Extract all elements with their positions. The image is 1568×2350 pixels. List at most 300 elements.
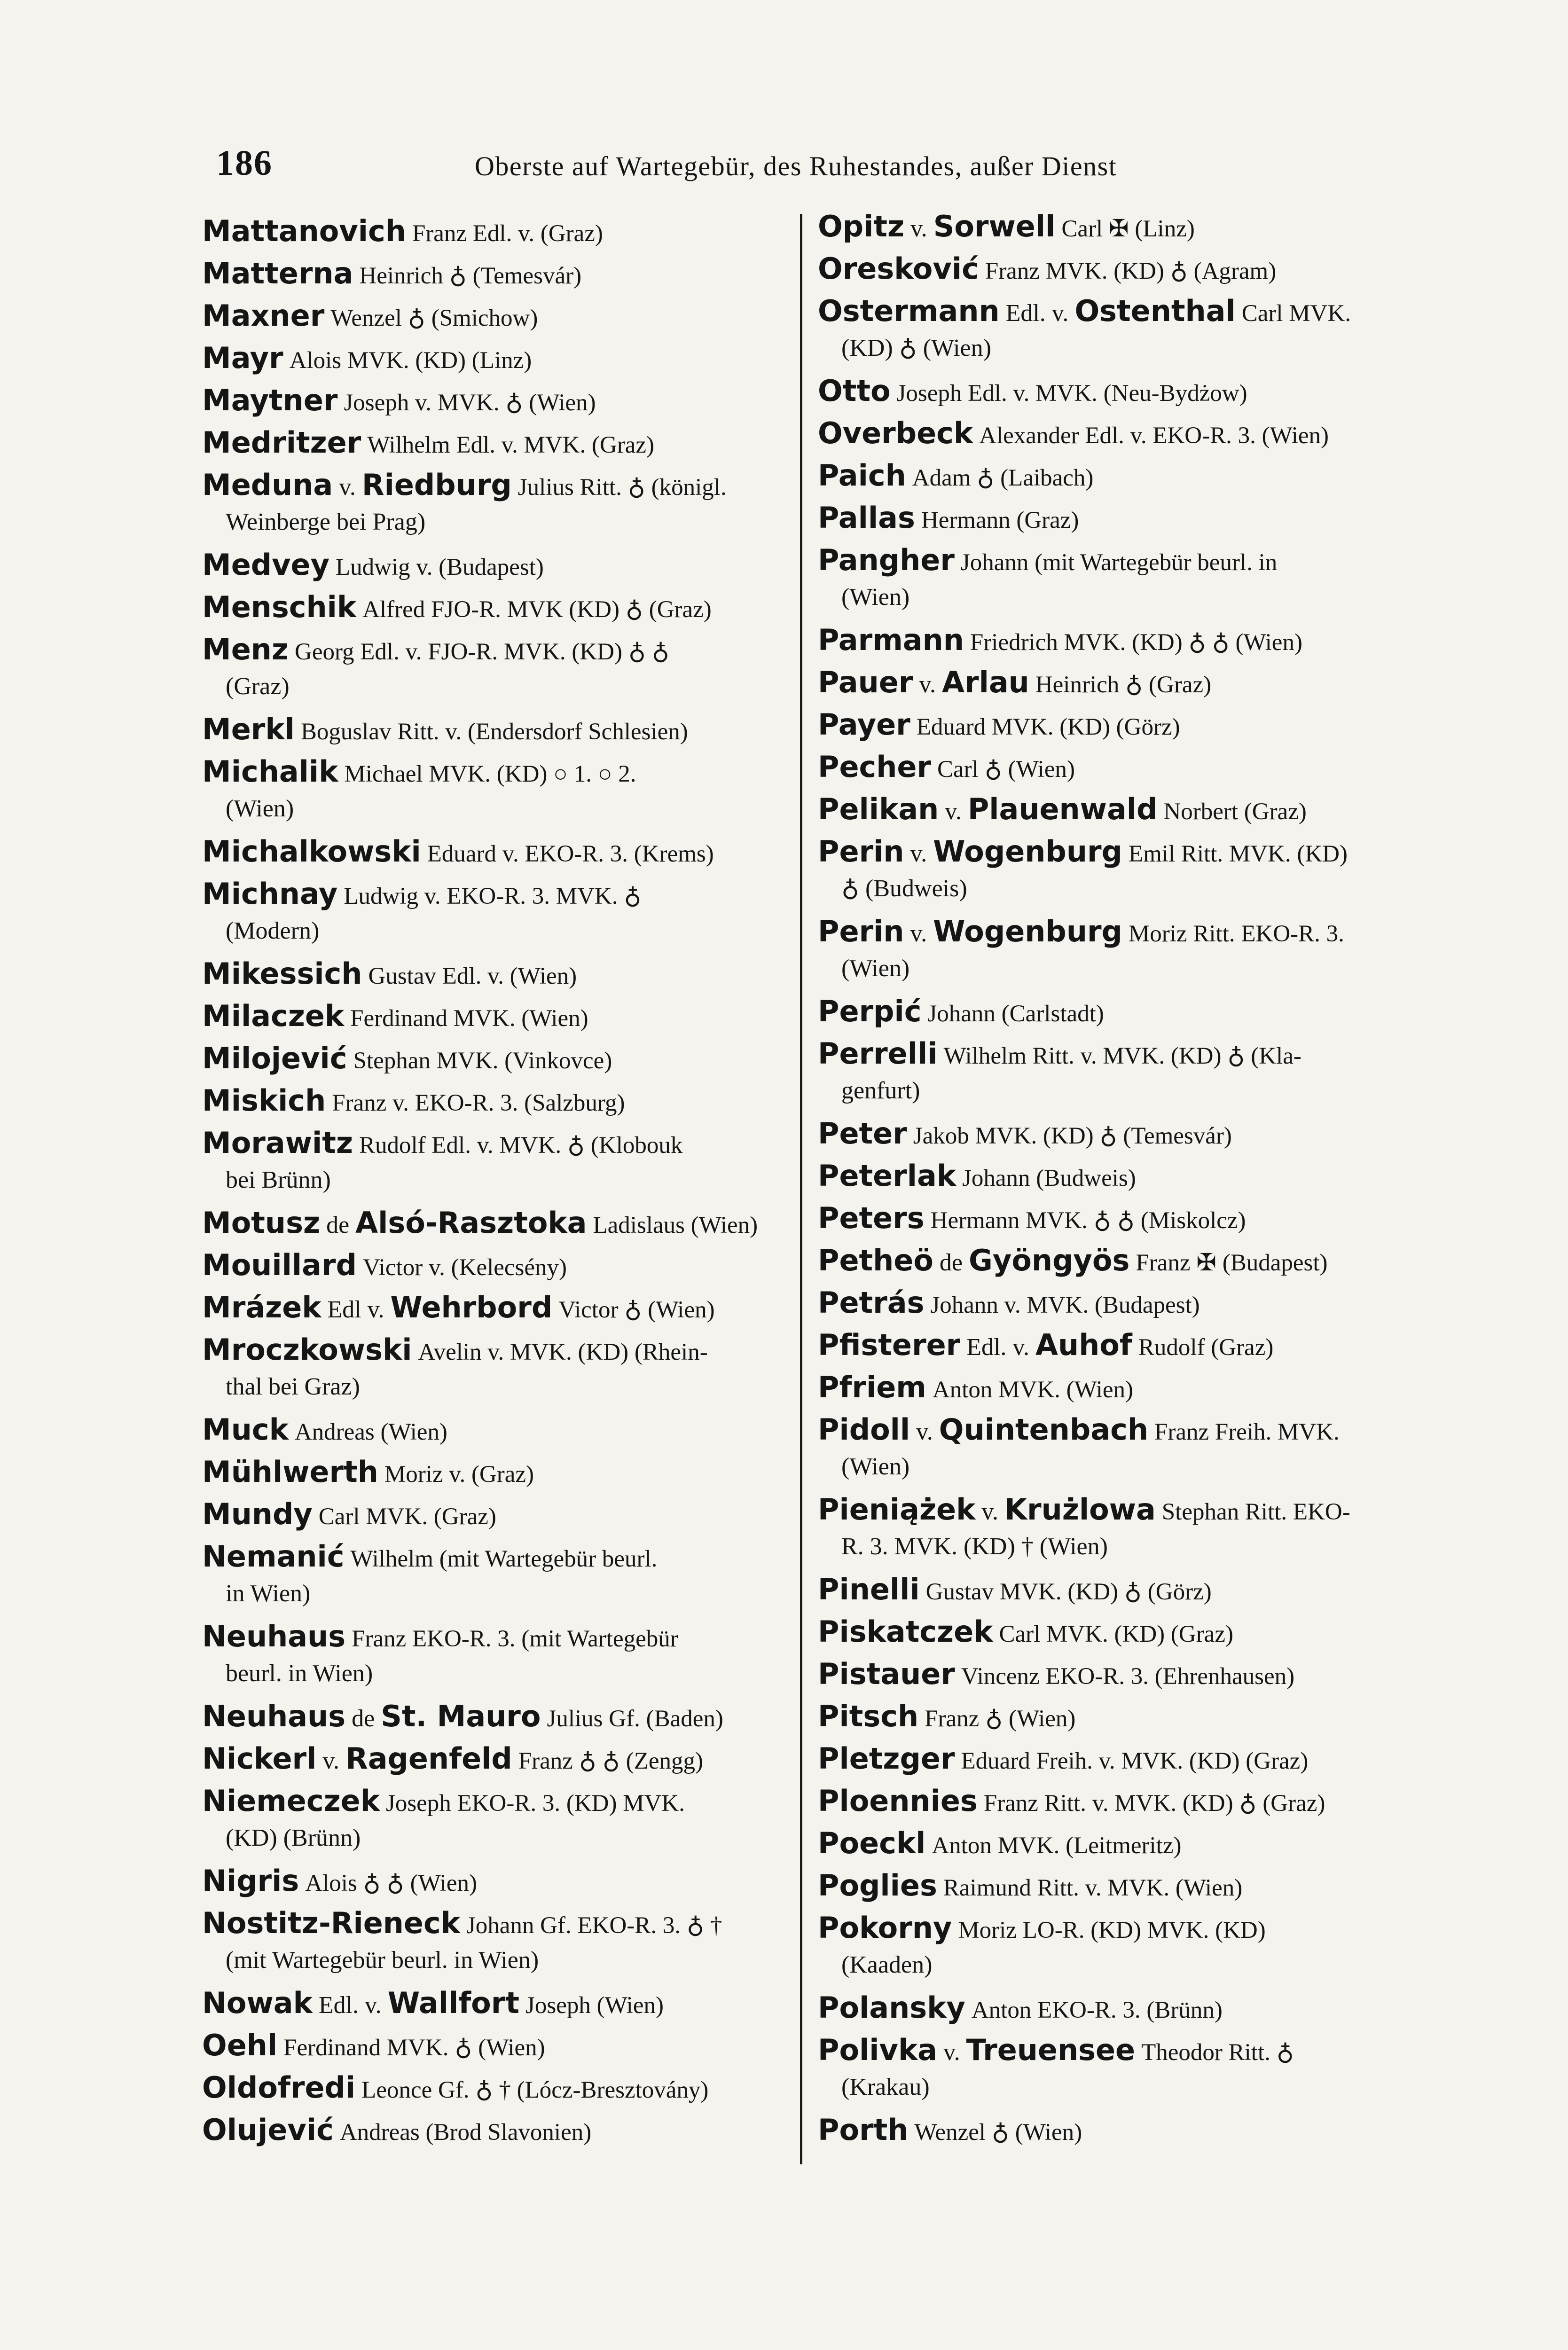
entry-surname: Pitsch bbox=[818, 1699, 919, 1733]
entry-particle: v. bbox=[339, 474, 356, 501]
entry-details: Franz Edl. v. (Graz) bbox=[412, 220, 603, 247]
entry-surname: Pangher bbox=[818, 543, 955, 577]
page-header bbox=[216, 136, 1438, 188]
entry-details: Johann (Carlstadt) bbox=[927, 1001, 1104, 1027]
entry-surname: Perrelli bbox=[818, 1036, 938, 1071]
entry-continuation: (Wien) bbox=[226, 795, 294, 822]
entry-first-line bbox=[202, 1126, 790, 1163]
entry-details: Michael MVK. (KD) ○ 1. ○ 2. bbox=[344, 761, 636, 787]
entry-details: Joseph (Wien) bbox=[525, 1992, 664, 2019]
entry-details: Wilhelm Ritt. v. MVK. (KD) ♁ (Kla- bbox=[943, 1043, 1301, 1069]
entry-details: Jakob MVK. (KD) ♁ (Temesvár) bbox=[913, 1123, 1232, 1149]
entry-surname: Peterlak bbox=[818, 1159, 956, 1193]
entry-details: Rudolf Edl. v. MVK. ♁ (Klobouk bbox=[359, 1132, 683, 1159]
entry-surname: Maytner bbox=[202, 383, 338, 417]
entry-first-line bbox=[818, 2033, 1405, 2070]
directory-entry bbox=[202, 754, 790, 830]
entry-surname: Milojević bbox=[202, 1041, 347, 1075]
entry-surname-second: Alsó-Rasztoka bbox=[355, 1206, 587, 1240]
entry-details: Raimund Ritt. v. MVK. (Wien) bbox=[943, 1875, 1243, 1901]
directory-entry bbox=[202, 632, 790, 707]
entry-details: Andreas (Wien) bbox=[294, 1419, 447, 1445]
entry-surname: Perin bbox=[818, 914, 904, 948]
entry-first-line bbox=[818, 1911, 1405, 1948]
directory-entry bbox=[202, 2113, 790, 2188]
entry-surname: Pidoll bbox=[818, 1412, 910, 1447]
entry-details: Ladislaus (Wien) bbox=[593, 1212, 758, 1238]
entry-surname: Pelikan bbox=[818, 792, 939, 826]
entry-details: Wilhelm (mit Wartegebür beurl. bbox=[350, 1546, 658, 1572]
entry-first-line bbox=[202, 632, 790, 669]
entry-first-line bbox=[818, 416, 1405, 453]
entry-details: Franz Ritt. v. MVK. (KD) ♁ (Graz) bbox=[983, 1790, 1325, 1817]
entry-details: Franz MVK. (KD) ♁ (Agram) bbox=[985, 258, 1277, 284]
entry-details: Alois ♁ ♁ (Wien) bbox=[305, 1870, 477, 1896]
entry-surname: Maxner bbox=[202, 298, 325, 333]
entry-details: Moriz v. (Graz) bbox=[384, 1461, 534, 1488]
entry-surname-second: Wogenburg bbox=[933, 834, 1122, 869]
entry-surname-second: Plauenwald bbox=[967, 792, 1158, 826]
entry-surname: Medvey bbox=[202, 548, 330, 582]
entry-details: Carl MVK. bbox=[1241, 300, 1351, 327]
entry-surname: Pistauer bbox=[818, 1657, 955, 1691]
entry-details: Leonce Gf. ♁ † (Lócz-Bresztovány) bbox=[361, 2077, 709, 2103]
entry-surname: Olujević bbox=[202, 2113, 334, 2147]
column-divider bbox=[800, 214, 802, 2164]
entry-details: Anton MVK. (Wien) bbox=[932, 1377, 1134, 1403]
entry-surname: Motusz bbox=[202, 1206, 321, 1240]
entry-continuation: genfurt) bbox=[841, 1077, 920, 1104]
entry-first-line bbox=[202, 1539, 790, 1576]
entry-first-line bbox=[202, 834, 790, 871]
running-title: Oberste auf Wartegebür, des Ruhestandes, außer Dienst bbox=[475, 151, 1117, 181]
entry-continuation: beurl. in Wien) bbox=[226, 1660, 373, 1687]
entry-first-line bbox=[202, 1986, 790, 2023]
entry-continuation: bei Brünn) bbox=[226, 1167, 331, 1193]
entry-particle: Edl. v. bbox=[318, 1992, 382, 2019]
entry-surname: Pokorny bbox=[818, 1911, 952, 1945]
entry-surname: Opitz bbox=[818, 209, 905, 243]
entry-details: Anton MVK. (Leitmeritz) bbox=[932, 1833, 1182, 1859]
entry-particle: v. bbox=[943, 2039, 960, 2066]
entry-surname-second: St. Mauro bbox=[381, 1699, 541, 1733]
entry-surname: Matterna bbox=[202, 256, 353, 290]
entry-first-line bbox=[818, 1285, 1405, 1323]
entry-first-line bbox=[818, 792, 1405, 829]
entry-first-line bbox=[202, 1412, 790, 1449]
entry-surname: Paich bbox=[818, 458, 906, 493]
entry-details: Hermann MVK. ♁ ♁ (Miskolcz) bbox=[930, 1207, 1246, 1234]
entry-surname: Menschik bbox=[202, 590, 357, 624]
entry-first-line bbox=[202, 1784, 790, 1821]
entry-particle: Edl. v. bbox=[1005, 300, 1069, 327]
directory-entry bbox=[202, 1126, 790, 1201]
entry-continuation: (Wien) bbox=[841, 1453, 910, 1480]
directory-entry bbox=[818, 294, 1405, 369]
entry-surname-second: Arlau bbox=[942, 665, 1029, 699]
entry-surname: Neuhaus bbox=[202, 1619, 346, 1653]
entry-first-line bbox=[818, 1243, 1405, 1280]
entry-surname-second: Auhof bbox=[1035, 1328, 1132, 1362]
entry-details: Vincenz EKO-R. 3. (Ehrenhausen) bbox=[961, 1663, 1295, 1690]
entry-details: Gustav Edl. v. (Wien) bbox=[368, 963, 577, 989]
entry-first-line bbox=[202, 214, 790, 251]
entry-first-line bbox=[818, 374, 1405, 411]
entry-continuation: in Wien) bbox=[226, 1580, 311, 1607]
entry-particle: v. bbox=[910, 920, 927, 947]
entry-first-line bbox=[818, 1412, 1405, 1449]
entry-details: Heinrich ♁ (Graz) bbox=[1035, 672, 1212, 698]
entry-continuation: ♁ (Budweis) bbox=[841, 875, 967, 902]
entry-surname: Michalik bbox=[202, 754, 338, 789]
entry-first-line bbox=[818, 914, 1405, 951]
entry-surname: Poglies bbox=[818, 1868, 937, 1903]
entry-details: Eduard Freih. v. MVK. (KD) (Graz) bbox=[961, 1748, 1309, 1774]
entry-surname-second: Treuensee bbox=[966, 2033, 1136, 2067]
entry-particle: v. bbox=[910, 215, 927, 242]
entry-first-line bbox=[818, 707, 1405, 744]
entry-details: Johann (Budweis) bbox=[962, 1165, 1136, 1191]
entry-first-line bbox=[202, 712, 790, 749]
entry-details: Wenzel ♁ (Wien) bbox=[914, 2119, 1082, 2146]
entry-first-line bbox=[202, 2028, 790, 2065]
entry-surname: Ploennies bbox=[818, 1784, 978, 1818]
entry-surname: Polivka bbox=[818, 2033, 938, 2067]
entry-continuation: (Wien) bbox=[841, 955, 910, 982]
entry-details: Hermann (Graz) bbox=[921, 507, 1079, 533]
entry-continuation: R. 3. MVK. (KD) † (Wien) bbox=[841, 1533, 1108, 1560]
entry-surname-second: Quintenbach bbox=[939, 1412, 1148, 1447]
entry-particle: v. bbox=[981, 1498, 998, 1525]
entry-details: Franz EKO-R. 3. (mit Wartegebür bbox=[352, 1626, 678, 1652]
entry-surname-second: Sorwell bbox=[933, 209, 1056, 243]
entry-details: Adam ♁ (Laibach) bbox=[912, 465, 1094, 491]
entry-first-line bbox=[202, 590, 790, 627]
entry-surname: Mundy bbox=[202, 1497, 313, 1531]
directory-entry bbox=[202, 1539, 790, 1614]
entry-first-line bbox=[202, 1864, 790, 1901]
left-column bbox=[202, 209, 790, 2183]
entry-details: Stephan MVK. (Vinkovce) bbox=[353, 1048, 612, 1074]
entry-first-line bbox=[202, 298, 790, 336]
entry-first-line bbox=[202, 2070, 790, 2107]
entry-first-line bbox=[202, 1455, 790, 1492]
entry-first-line bbox=[818, 1201, 1405, 1238]
entry-surname: Piskatczek bbox=[818, 1614, 993, 1649]
entry-surname: Oehl bbox=[202, 2028, 278, 2062]
entry-surname: Mühlwerth bbox=[202, 1455, 378, 1489]
entry-first-line bbox=[202, 256, 790, 293]
entry-surname: Payer bbox=[818, 707, 910, 742]
entry-continuation: (Krakau) bbox=[841, 2074, 930, 2100]
entry-first-line bbox=[818, 1826, 1405, 1863]
entry-continuation: (KD) (Brünn) bbox=[226, 1825, 361, 1851]
entry-details: Theodor Ritt. ♁ bbox=[1141, 2039, 1294, 2066]
entry-surname: Mroczkowski bbox=[202, 1332, 412, 1367]
entry-details: Joseph v. MVK. ♁ (Wien) bbox=[344, 390, 596, 416]
entry-first-line bbox=[818, 1036, 1405, 1073]
entry-details: Ferdinand MVK. ♁ (Wien) bbox=[283, 2035, 545, 2061]
entry-surname-second: Wehrbord bbox=[390, 1290, 553, 1324]
entry-particle: Edl v. bbox=[327, 1296, 384, 1323]
page-number: 186 bbox=[216, 143, 273, 183]
entry-surname: Mrázek bbox=[202, 1290, 321, 1324]
entry-details: Rudolf (Graz) bbox=[1138, 1334, 1274, 1361]
entry-particle: v. bbox=[945, 798, 962, 825]
entry-particle: de bbox=[939, 1249, 963, 1276]
entry-details: Franz ✠ (Budapest) bbox=[1136, 1250, 1328, 1276]
entry-continuation: (Kaaden) bbox=[841, 1951, 933, 1978]
entry-first-line bbox=[818, 501, 1405, 538]
entry-surname-second: Wogenburg bbox=[933, 914, 1122, 948]
entry-surname-second: Wallfort bbox=[387, 1986, 519, 2020]
entry-surname: Overbeck bbox=[818, 416, 973, 450]
entry-details: Johann (mit Wartegebür beurl. in bbox=[960, 549, 1278, 576]
entry-surname: Medritzer bbox=[202, 425, 361, 460]
entry-first-line bbox=[202, 754, 790, 791]
entry-first-line bbox=[202, 383, 790, 420]
entry-details: Georg Edl. v. FJO-R. MVK. (KD) ♁ ♁ bbox=[294, 639, 670, 665]
entry-details: Carl ✠ (Linz) bbox=[1061, 216, 1195, 242]
entry-surname: Pinelli bbox=[818, 1572, 920, 1606]
entry-surname: Oresković bbox=[818, 251, 979, 286]
entry-first-line bbox=[202, 877, 790, 914]
entry-surname: Michalkowski bbox=[202, 834, 421, 869]
directory-entry bbox=[202, 1784, 790, 1859]
entry-surname: Miskich bbox=[202, 1083, 326, 1118]
entry-first-line bbox=[202, 341, 790, 378]
entry-first-line bbox=[818, 1572, 1405, 1609]
directory-entry bbox=[818, 834, 1405, 909]
entry-details: Stephan Ritt. EKO- bbox=[1161, 1499, 1350, 1525]
entry-surname: Nemanić bbox=[202, 1539, 345, 1574]
entry-surname: Petrás bbox=[818, 1285, 925, 1320]
directory-entry bbox=[818, 1911, 1405, 1986]
entry-first-line bbox=[202, 468, 790, 505]
entry-details: Carl ♁ (Wien) bbox=[937, 756, 1075, 783]
entry-first-line bbox=[202, 1906, 790, 1943]
entry-details: Julius Ritt. ♁ (königl. bbox=[517, 474, 727, 501]
entry-continuation: (mit Wartegebür beurl. in Wien) bbox=[226, 1947, 539, 1974]
entry-surname: Muck bbox=[202, 1412, 289, 1447]
entry-first-line bbox=[818, 1328, 1405, 1365]
entry-details: Victor ♁ (Wien) bbox=[558, 1297, 715, 1323]
directory-entry bbox=[202, 1906, 790, 1981]
directory-entry bbox=[818, 1036, 1405, 1112]
entry-particle: v. bbox=[910, 840, 927, 867]
entry-surname: Pauer bbox=[818, 665, 913, 699]
entry-details: Carl MVK. (Graz) bbox=[318, 1504, 496, 1530]
entry-surname: Nickerl bbox=[202, 1741, 317, 1776]
entry-details: Joseph Edl. v. MVK. (Neu-Bydżow) bbox=[896, 380, 1247, 407]
entry-surname-second: Gyöngyös bbox=[969, 1243, 1130, 1277]
entry-details: Gustav MVK. (KD) ♁ (Görz) bbox=[925, 1579, 1212, 1605]
entry-first-line bbox=[818, 994, 1405, 1031]
entry-first-line bbox=[818, 294, 1405, 331]
entry-continuation: Weinberge bei Prag) bbox=[226, 509, 426, 535]
entry-surname: Perin bbox=[818, 834, 904, 869]
entry-first-line bbox=[818, 1741, 1405, 1778]
entry-details: Norbert (Graz) bbox=[1163, 799, 1307, 825]
entry-continuation: thal bei Graz) bbox=[226, 1373, 360, 1400]
entry-details: Avelin v. MVK. (KD) (Rhein- bbox=[418, 1339, 708, 1365]
entry-first-line bbox=[818, 750, 1405, 787]
entry-surname: Meduna bbox=[202, 468, 333, 502]
entry-first-line bbox=[818, 1990, 1405, 2028]
entry-surname: Nowak bbox=[202, 1986, 313, 2020]
entry-surname: Poeckl bbox=[818, 1826, 926, 1860]
entry-first-line bbox=[818, 543, 1405, 580]
entry-continuation: (KD) ♁ (Wien) bbox=[841, 335, 991, 361]
entry-surname: Pallas bbox=[818, 501, 915, 535]
directory-entry bbox=[202, 1619, 790, 1694]
entry-surname: Ostermann bbox=[818, 294, 1000, 328]
entry-surname-second: Krużlowa bbox=[1004, 1492, 1156, 1527]
entry-surname: Nigris bbox=[202, 1864, 299, 1898]
entry-details: Wenzel ♁ (Smichow) bbox=[330, 305, 538, 331]
entry-first-line bbox=[818, 1492, 1405, 1529]
entry-details: Anton EKO-R. 3. (Brünn) bbox=[971, 1997, 1223, 2023]
entry-first-line bbox=[818, 623, 1405, 660]
entry-first-line bbox=[202, 548, 790, 585]
entry-details: Eduard v. EKO-R. 3. (Krems) bbox=[427, 841, 714, 867]
entry-details: Alfred FJO-R. MVK (KD) ♁ (Graz) bbox=[362, 596, 712, 623]
directory-entry bbox=[818, 2033, 1405, 2108]
entry-details: Johann Gf. EKO-R. 3. ♁ † bbox=[466, 1912, 722, 1939]
entry-first-line bbox=[818, 1370, 1405, 1407]
entry-surname: Niemeczek bbox=[202, 1784, 380, 1818]
entry-surname: Pecher bbox=[818, 750, 932, 784]
entry-continuation: (Graz) bbox=[226, 673, 290, 700]
entry-first-line bbox=[202, 1290, 790, 1327]
entry-details: Andreas (Brod Slavonien) bbox=[339, 2119, 592, 2146]
entry-surname: Peters bbox=[818, 1201, 925, 1235]
entry-first-line bbox=[202, 1248, 790, 1285]
entry-surname: Mouillard bbox=[202, 1248, 357, 1282]
entry-surname: Parmann bbox=[818, 623, 964, 657]
entry-first-line bbox=[202, 1699, 790, 1736]
entry-surname: Neuhaus bbox=[202, 1699, 346, 1733]
entry-particle: v. bbox=[322, 1747, 339, 1774]
entry-particle: Edl. v. bbox=[966, 1334, 1030, 1361]
entry-details: Alexander Edl. v. EKO-R. 3. (Wien) bbox=[979, 423, 1329, 449]
entry-surname: Mattanovich bbox=[202, 214, 406, 248]
entry-details: Eduard MVK. (KD) (Görz) bbox=[916, 714, 1180, 740]
entry-first-line bbox=[202, 999, 790, 1036]
entry-first-line bbox=[202, 1206, 790, 1243]
entry-details: Carl MVK. (KD) (Graz) bbox=[999, 1621, 1233, 1647]
entry-surname: Polansky bbox=[818, 1990, 965, 2025]
entry-details: Boguslav Ritt. v. (Endersdorf Schlesien) bbox=[300, 719, 688, 745]
directory-entry bbox=[202, 877, 790, 952]
directory-entry bbox=[818, 2113, 1405, 2188]
entry-surname: Morawitz bbox=[202, 1126, 353, 1160]
entry-details: Heinrich ♁ (Temesvár) bbox=[359, 263, 582, 289]
entry-continuation: (Modern) bbox=[226, 917, 320, 944]
entry-surname: Merkl bbox=[202, 712, 295, 746]
entry-surname: Pfriem bbox=[818, 1370, 926, 1404]
directory-entry bbox=[202, 1332, 790, 1408]
entry-first-line bbox=[202, 1083, 790, 1120]
entry-details: Johann v. MVK. (Budapest) bbox=[930, 1292, 1200, 1318]
entry-details: Alois MVK. (KD) (Linz) bbox=[289, 347, 532, 374]
entry-first-line bbox=[202, 425, 790, 462]
directory-entry bbox=[818, 914, 1405, 989]
entry-first-line bbox=[202, 1332, 790, 1370]
entry-details: Emil Ritt. MVK. (KD) bbox=[1128, 841, 1348, 867]
entry-first-line bbox=[818, 1614, 1405, 1652]
entry-details: Joseph EKO-R. 3. (KD) MVK. bbox=[385, 1790, 685, 1817]
entry-first-line bbox=[202, 1619, 790, 1656]
entry-details: Julius Gf. (Baden) bbox=[547, 1706, 723, 1732]
entry-surname: Peter bbox=[818, 1116, 907, 1151]
entry-surname: Pletzger bbox=[818, 1741, 955, 1776]
directory-entry bbox=[202, 468, 790, 543]
entry-surname-second: Riedburg bbox=[361, 468, 512, 502]
entry-continuation: (Wien) bbox=[841, 584, 910, 611]
entry-details: Franz Freih. MVK. bbox=[1154, 1419, 1340, 1445]
directory-entry bbox=[818, 543, 1405, 618]
entry-details: Wilhelm Edl. v. MVK. (Graz) bbox=[367, 432, 655, 458]
directory-entry bbox=[818, 1412, 1405, 1488]
entry-surname-second: Ostenthal bbox=[1074, 294, 1236, 328]
entry-details: Franz ♁ (Wien) bbox=[925, 1706, 1076, 1732]
entry-surname: Mikessich bbox=[202, 956, 362, 991]
entry-surname-second: Ragenfeld bbox=[345, 1741, 512, 1776]
entry-particle: de bbox=[352, 1705, 375, 1732]
entry-first-line bbox=[818, 2113, 1405, 2150]
entry-first-line bbox=[818, 1784, 1405, 1821]
entry-first-line bbox=[818, 1159, 1405, 1196]
entry-details: Ferdinand MVK. (Wien) bbox=[350, 1005, 588, 1032]
entry-first-line bbox=[818, 1868, 1405, 1905]
entry-first-line bbox=[818, 1116, 1405, 1153]
entry-details: Ludwig v. EKO-R. 3. MVK. ♁ bbox=[344, 883, 642, 909]
entry-details: Franz v. EKO-R. 3. (Salzburg) bbox=[332, 1090, 625, 1116]
entry-first-line bbox=[202, 956, 790, 994]
entry-first-line bbox=[202, 1497, 790, 1534]
entry-surname: Mayr bbox=[202, 341, 283, 375]
entry-surname: Pieniążek bbox=[818, 1492, 976, 1527]
entry-surname: Otto bbox=[818, 374, 891, 408]
entry-first-line bbox=[818, 665, 1405, 702]
entry-surname: Perpić bbox=[818, 994, 922, 1028]
entry-first-line bbox=[818, 834, 1405, 871]
entry-first-line bbox=[818, 458, 1405, 495]
entry-first-line bbox=[818, 1699, 1405, 1736]
entry-surname: Oldofredi bbox=[202, 2070, 356, 2105]
entry-details: Friedrich MVK. (KD) ♁ ♁ (Wien) bbox=[970, 629, 1302, 656]
entry-particle: de bbox=[326, 1212, 350, 1238]
entry-surname: Petheö bbox=[818, 1243, 933, 1277]
directory-entry bbox=[818, 1492, 1405, 1567]
entry-surname: Nostitz-Rieneck bbox=[202, 1906, 460, 1940]
entry-surname: Michnay bbox=[202, 877, 338, 911]
entry-details: Moriz LO-R. (KD) MVK. (KD) bbox=[958, 1917, 1266, 1943]
entry-first-line bbox=[202, 1741, 790, 1778]
entry-particle: v. bbox=[919, 671, 936, 698]
entry-details: Franz ♁ ♁ (Zengg) bbox=[518, 1748, 703, 1774]
entry-details: Ludwig v. (Budapest) bbox=[336, 554, 544, 580]
entry-first-line bbox=[818, 209, 1405, 246]
entry-first-line bbox=[818, 251, 1405, 289]
entry-surname: Menz bbox=[202, 632, 289, 666]
entry-details: Victor v. (Kelecsény) bbox=[362, 1254, 567, 1281]
entry-surname: Pfisterer bbox=[818, 1328, 961, 1362]
entry-surname: Milaczek bbox=[202, 999, 345, 1033]
entry-first-line bbox=[202, 2113, 790, 2150]
entry-details: Moriz Ritt. EKO-R. 3. bbox=[1128, 921, 1344, 947]
